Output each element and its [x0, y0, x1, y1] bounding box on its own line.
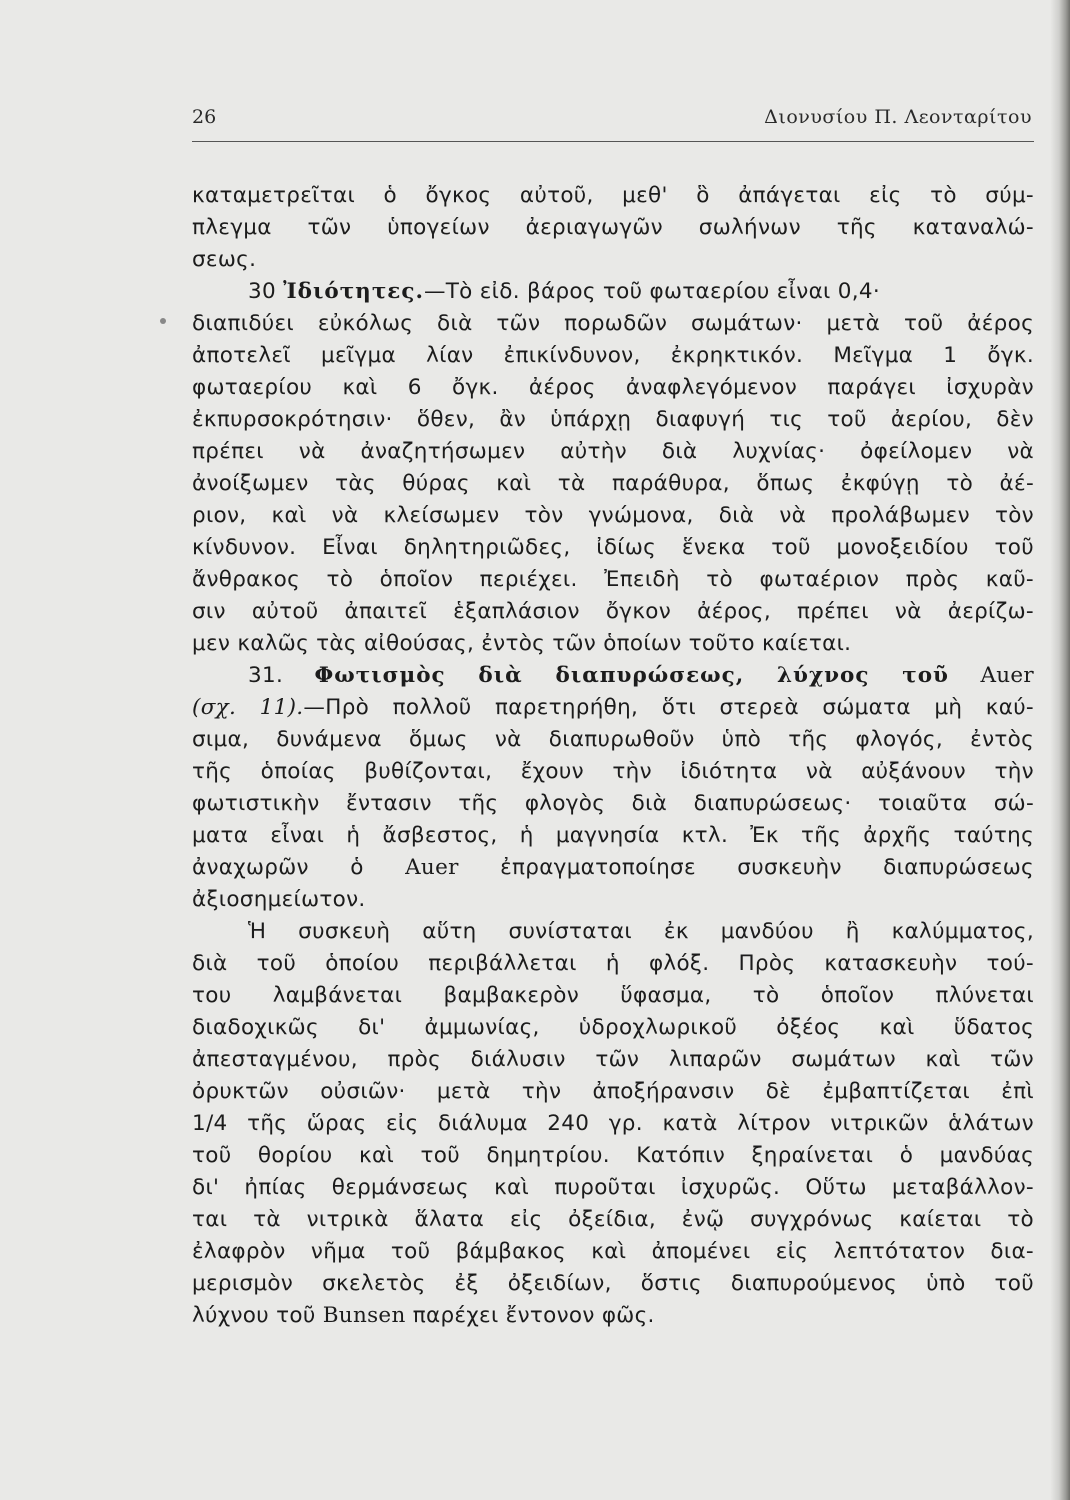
section-heading: Ἰδιότητες.	[283, 279, 424, 304]
text-line	[192, 1300, 1034, 1332]
text-line: δι' ἠπίας θερμάνσεως καὶ πυροῦται ἰσχυρῶς. Οὕτω μεταβάλλον-	[192, 1175, 1034, 1200]
figure-reference: (σχ. 11).	[192, 695, 304, 720]
text-line: ἀποτελεῖ μεῖγμα λίαν ἐπικίνδυνον, ἐκρηκτικόν. Μεῖγμα 1 ὄγκ.	[192, 343, 1034, 368]
text-line: Ἡ συσκευὴ αὕτη συνίσταται ἐκ μανδύου ἢ καλύμματος,	[248, 919, 1034, 944]
text-line: πλεγμα τῶν ὑπογείων ἀεριαγωγῶν σωλήνων τῆς καταναλώ-	[192, 215, 1034, 240]
text-line: διαπιδύει εὐκόλως διὰ τῶν πορωδῶν σωμάτων· μετὰ τοῦ ἀέρος	[192, 311, 1034, 336]
header-rule	[192, 141, 1034, 142]
text-line: ριον, καὶ νὰ κλείσωμεν τὸν γνώμονα, διὰ νὰ προλάβωμεν τὸν	[192, 503, 1034, 528]
section-31-line	[192, 660, 1034, 692]
text-line: ματα εἶναι ἡ ἄσβεστος, ἡ μαγνησία κτλ. Ἐκ τῆς ἀρχῆς ταύτης	[192, 823, 1034, 848]
text-line: μεν καλῶς τὰς αἰθούσας, ἐντὸς τῶν ὁποίων τοῦτο καίεται.	[192, 631, 852, 656]
name-bunsen: Bunsen	[322, 1303, 406, 1328]
text-line: του λαμβάνεται βαμβακερὸν ὕφασμα, τὸ ὁποῖον πλύνεται	[192, 983, 1034, 1008]
section-heading: Φωτισμὸς διὰ διαπυρώσεως, λύχνος τοῦ	[314, 663, 949, 688]
text-line: τοῦ θορίου καὶ τοῦ δημητρίου. Κατόπιν ξηραίνεται ὁ μανδύας	[192, 1143, 1034, 1168]
section-30-line	[192, 276, 1034, 308]
text-span: —Τὸ εἰδ. βάρος τοῦ φωταερίου εἶναι 0,4·	[423, 279, 880, 304]
text-span: ἐπραγματοποίησε συσκευὴν διαπυρώσεως	[500, 855, 1034, 880]
section-number: 31.	[248, 663, 284, 688]
name-auer: Auer	[980, 663, 1035, 688]
margin-dot	[160, 318, 166, 324]
running-head: Διονυσίου Π. Λεονταρίτου	[764, 106, 1032, 128]
text-line	[192, 692, 1034, 724]
text-line: σεως.	[192, 247, 257, 272]
text-line: φωταερίου καὶ 6 ὄγκ. ἀέρος ἀναφλεγόμενον παράγει ἰσχυρὰν	[192, 375, 1034, 400]
text-line: καταμετρεῖται ὁ ὄγκος αὐτοῦ, μεθ' ὃ ἀπάγεται εἰς τὸ σύμ-	[192, 183, 1034, 208]
text-line: ὀρυκτῶν οὐσιῶν· μετὰ τὴν ἀποξήρανσιν δὲ ἐμβαπτίζεται ἐπὶ	[192, 1079, 1034, 1104]
page-header	[192, 106, 1032, 140]
text-line: ται τὰ νιτρικὰ ἅλατα εἰς ὀξείδια, ἐνῷ συγχρόνως καίεται τὸ	[192, 1207, 1034, 1232]
text-span: παρέχει ἔντονον φῶς.	[412, 1303, 655, 1328]
text-line: κίνδυνον. Εἶναι δηλητηριῶδες, ἰδίως ἕνεκα τοῦ μονοξειδίου τοῦ	[192, 535, 1034, 560]
text-line: ἀπεσταγμένου, πρὸς διάλυσιν τῶν λιπαρῶν σωμάτων καὶ τῶν	[192, 1047, 1034, 1072]
text-span: ἀναχωρῶν ὁ	[192, 855, 364, 880]
text-line: ἐκπυρσοκρότησιν· ὅθεν, ἂν ὑπάρχῃ διαφυγή τις τοῦ ἀερίου, δὲν	[192, 407, 1034, 432]
text-line: ἐλαφρὸν νῆμα τοῦ βάμβακος καὶ ἀπομένει εἰς λεπτότατον δια-	[192, 1239, 1034, 1264]
text-span: —Πρὸ πολλοῦ παρετηρήθη, ὅτι στερεὰ σώματα μὴ καύ-	[303, 695, 1034, 720]
page-number: 26	[192, 106, 217, 128]
text-line	[192, 852, 1034, 884]
text-line: φωτιστικὴν ἔντασιν τῆς φλογὸς διὰ διαπυρώσεως· τοιαῦτα σώ-	[192, 791, 1034, 816]
section-number: 30	[248, 279, 276, 304]
text-span: λύχνου τοῦ	[192, 1303, 316, 1328]
text-line: σιμα, δυνάμενα ὅμως νὰ διαπυρωθοῦν ὑπὸ τῆς φλογός, ἐντὸς	[192, 727, 1034, 752]
text-line: ἄνθρακος τὸ ὁποῖον περιέχει. Ἐπειδὴ τὸ φωταέριον πρὸς καῦ-	[192, 567, 1034, 592]
name-auer: Auer	[405, 855, 459, 880]
text-line: μερισμὸν σκελετὸς ἐξ ὀξειδίων, ὅστις διαπυρούμενος ὑπὸ τοῦ	[192, 1271, 1034, 1296]
text-line: διαδοχικῶς δι' ἀμμωνίας, ὑδροχλωρικοῦ ὀξέος καὶ ὕδατος	[192, 1015, 1034, 1040]
scan-page-edge	[1050, 0, 1070, 1500]
text-line: 1/4 τῆς ὥρας εἰς διάλυμα 240 γρ. κατὰ λίτρον νιτρικῶν ἁλάτων	[192, 1111, 1034, 1136]
text-line: σιν αὐτοῦ ἀπαιτεῖ ἑξαπλάσιον ὄγκον ἀέρος, πρέπει νὰ ἀερίζω-	[192, 599, 1034, 624]
text-line: πρέπει νὰ ἀναζητήσωμεν αὐτὴν διὰ λυχνίας· ὀφείλομεν νὰ	[192, 439, 1034, 464]
text-line: ἀξιοσημείωτον.	[192, 887, 366, 912]
text-line: τῆς ὁποίας βυθίζονται, ἔχουν τὴν ἰδιότητα νὰ αὐξάνουν τὴν	[192, 759, 1034, 784]
text-line: διὰ τοῦ ὁποίου περιβάλλεται ἡ φλόξ. Πρὸς κατασκευὴν τού-	[192, 951, 1034, 976]
text-line: ἀνοίξωμεν τὰς θύρας καὶ τὰ παράθυρα, ὅπως ἐκφύγῃ τὸ ἀέ-	[192, 471, 1034, 496]
page-body	[192, 180, 1034, 1332]
